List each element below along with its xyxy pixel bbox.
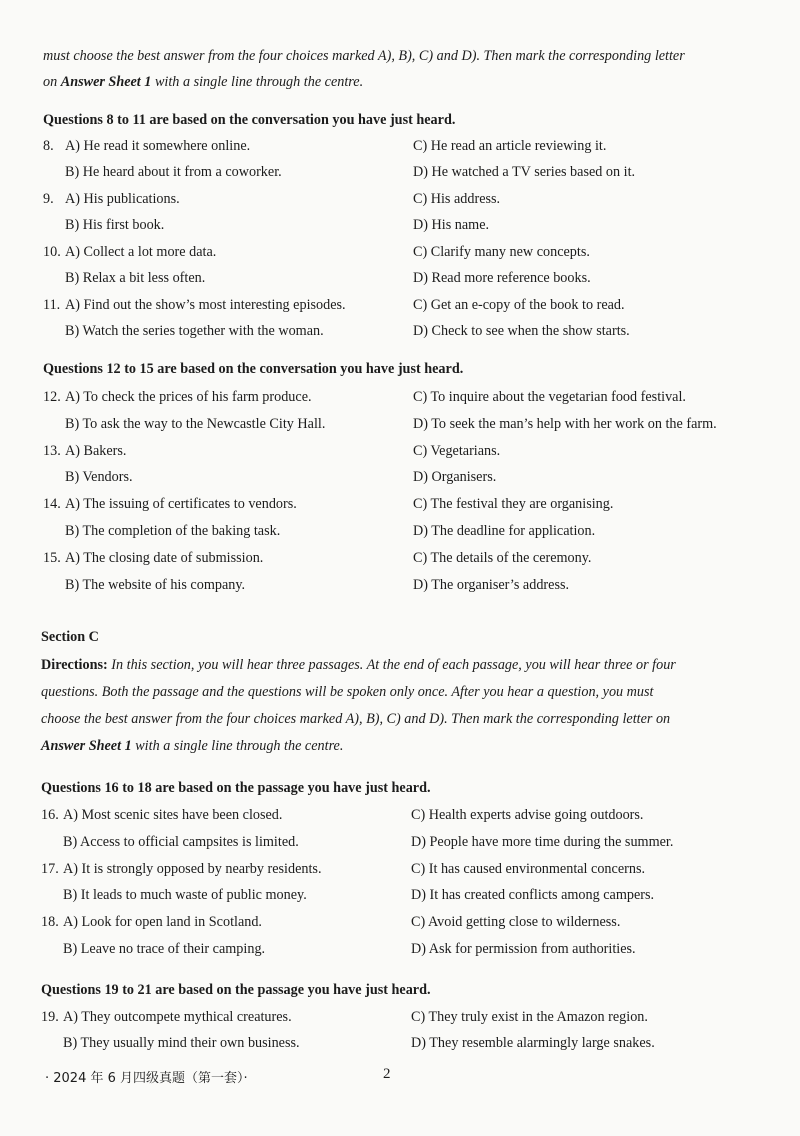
question-9-option-c: C) His address. [413, 191, 501, 207]
heading-q8-11: Questions 8 to 11 are based on the conversation you have just heard. [43, 112, 456, 128]
question-16-option-d: D) People have more time during the summer. [411, 834, 674, 850]
directions-text-1: In this section, you will hear three passages. At the end of each passage, you will hear three or four [111, 657, 676, 673]
question-14-option-d: D) The deadline for application. [413, 523, 596, 539]
heading-q19-21: Questions 19 to 21 are based on the passage you have just heard. [41, 982, 431, 998]
intro-line-2 [43, 73, 363, 91]
question-9-option-a: 9. A) His publications. [43, 191, 180, 207]
question-11-option-a: 11. A) Find out the show’s most interesting episodes. [43, 297, 346, 313]
section-c-directions-line-3: choose the best answer from the four choices marked A), B), C) and D). Then mark the corresponding letter on [41, 711, 671, 727]
question-13-option-b: B) Vendors. [65, 469, 133, 485]
page-number: 2 [383, 1066, 391, 1082]
question-13-option-c: C) Vegetarians. [413, 443, 501, 459]
intro-answer-sheet: Answer Sheet 1 [60, 74, 152, 90]
question-11-option-c: C) Get an e-copy of the book to read. [413, 297, 625, 313]
question-15-option-a: 15. A) The closing date of submission. [43, 550, 264, 566]
directions-label: Directions: [41, 657, 108, 673]
section-c-directions-line-2: questions. Both the passage and the questions will be spoken only once. After you hear a question, you must [41, 684, 654, 700]
question-14-option-c: C) The festival they are organising. [413, 496, 614, 512]
question-19-option-a: 19. A) They outcompete mythical creatures. [41, 1009, 292, 1025]
question-16-option-b: B) Access to official campsites is limited. [63, 834, 299, 850]
question-18-option-c: C) Avoid getting close to wilderness. [411, 914, 621, 930]
question-19-option-d: D) They resemble alarmingly large snakes. [411, 1035, 655, 1051]
question-15-option-d: D) The organiser’s address. [413, 577, 570, 593]
heading-q16-18: Questions 16 to 18 are based on the passage you have just heard. [41, 780, 431, 796]
question-12-option-a: 12. A) To check the prices of his farm produce. [43, 389, 312, 405]
question-11-option-b: B) Watch the series together with the woman. [65, 323, 324, 339]
question-13-option-d: D) Organisers. [413, 469, 497, 485]
question-17-option-a: 17. A) It is strongly opposed by nearby residents. [41, 861, 322, 877]
question-17-option-c: C) It has caused environmental concerns. [411, 861, 646, 877]
directions-tail: with a single line through the centre. [135, 738, 344, 754]
question-18-option-a: 18. A) Look for open land in Scotland. [41, 914, 262, 930]
question-14-option-b: B) The completion of the baking task. [65, 523, 281, 539]
question-12-option-b: B) To ask the way to the Newcastle City Hall. [65, 416, 326, 432]
question-9-option-b: B) His first book. [65, 217, 165, 233]
question-9-option-d: D) His name. [413, 217, 490, 233]
question-8-option-c: C) He read an article reviewing it. [413, 138, 607, 154]
question-19-option-b: B) They usually mind their own business. [63, 1035, 300, 1051]
question-15-option-c: C) The details of the ceremony. [413, 550, 592, 566]
question-8-option-b: B) He heard about it from a coworker. [65, 164, 282, 180]
heading-q12-15: Questions 12 to 15 are based on the conversation you have just heard. [43, 361, 464, 377]
question-18-option-b: B) Leave no trace of their camping. [63, 941, 266, 957]
question-12-option-c: C) To inquire about the vegetarian food festival. [413, 389, 686, 405]
section-c-directions-line-4 [41, 737, 343, 755]
question-14-option-a: 14. A) The issuing of certificates to vendors. [43, 496, 297, 512]
directions-answer-sheet: Answer Sheet 1 [41, 738, 132, 754]
question-8-option-d: D) He watched a TV series based on it. [413, 164, 636, 180]
question-19-option-c: C) They truly exist in the Amazon region. [411, 1009, 648, 1025]
intro-on: on [43, 74, 58, 90]
question-10-option-a: 10. A) Collect a lot more data. [43, 244, 217, 260]
section-c-title: Section C [41, 629, 99, 645]
question-15-option-b: B) The website of his company. [65, 577, 246, 593]
question-16-option-c: C) Health experts advise going outdoors. [411, 807, 644, 823]
question-8-option-a: 8. A) He read it somewhere online. [43, 138, 251, 154]
section-c-directions-line-1 [41, 656, 676, 674]
intro-tail: with a single line through the centre. [154, 74, 364, 90]
question-18-option-d: D) Ask for permission from authorities. [411, 941, 636, 957]
question-12-option-d: D) To seek the man’s help with her work on the farm. [413, 416, 717, 432]
question-16-option-a: 16. A) Most scenic sites have been closed. [41, 807, 283, 823]
question-11-option-d: D) Check to see when the show starts. [413, 323, 630, 339]
question-10-option-c: C) Clarify many new concepts. [413, 244, 590, 260]
question-10-option-b: B) Relax a bit less often. [65, 270, 206, 286]
question-17-option-d: D) It has created conflicts among campers. [411, 887, 655, 903]
question-17-option-b: B) It leads to much waste of public money. [63, 887, 307, 903]
question-13-option-a: 13. A) Bakers. [43, 443, 127, 459]
intro-line-1: must choose the best answer from the four choices marked A), B), C) and D). Then mark the corresponding letter [43, 48, 685, 64]
question-10-option-d: D) Read more reference books. [413, 270, 591, 286]
footer-exam-label: · 2024 年 6 月四级真题（第一套）· [45, 1071, 248, 1086]
